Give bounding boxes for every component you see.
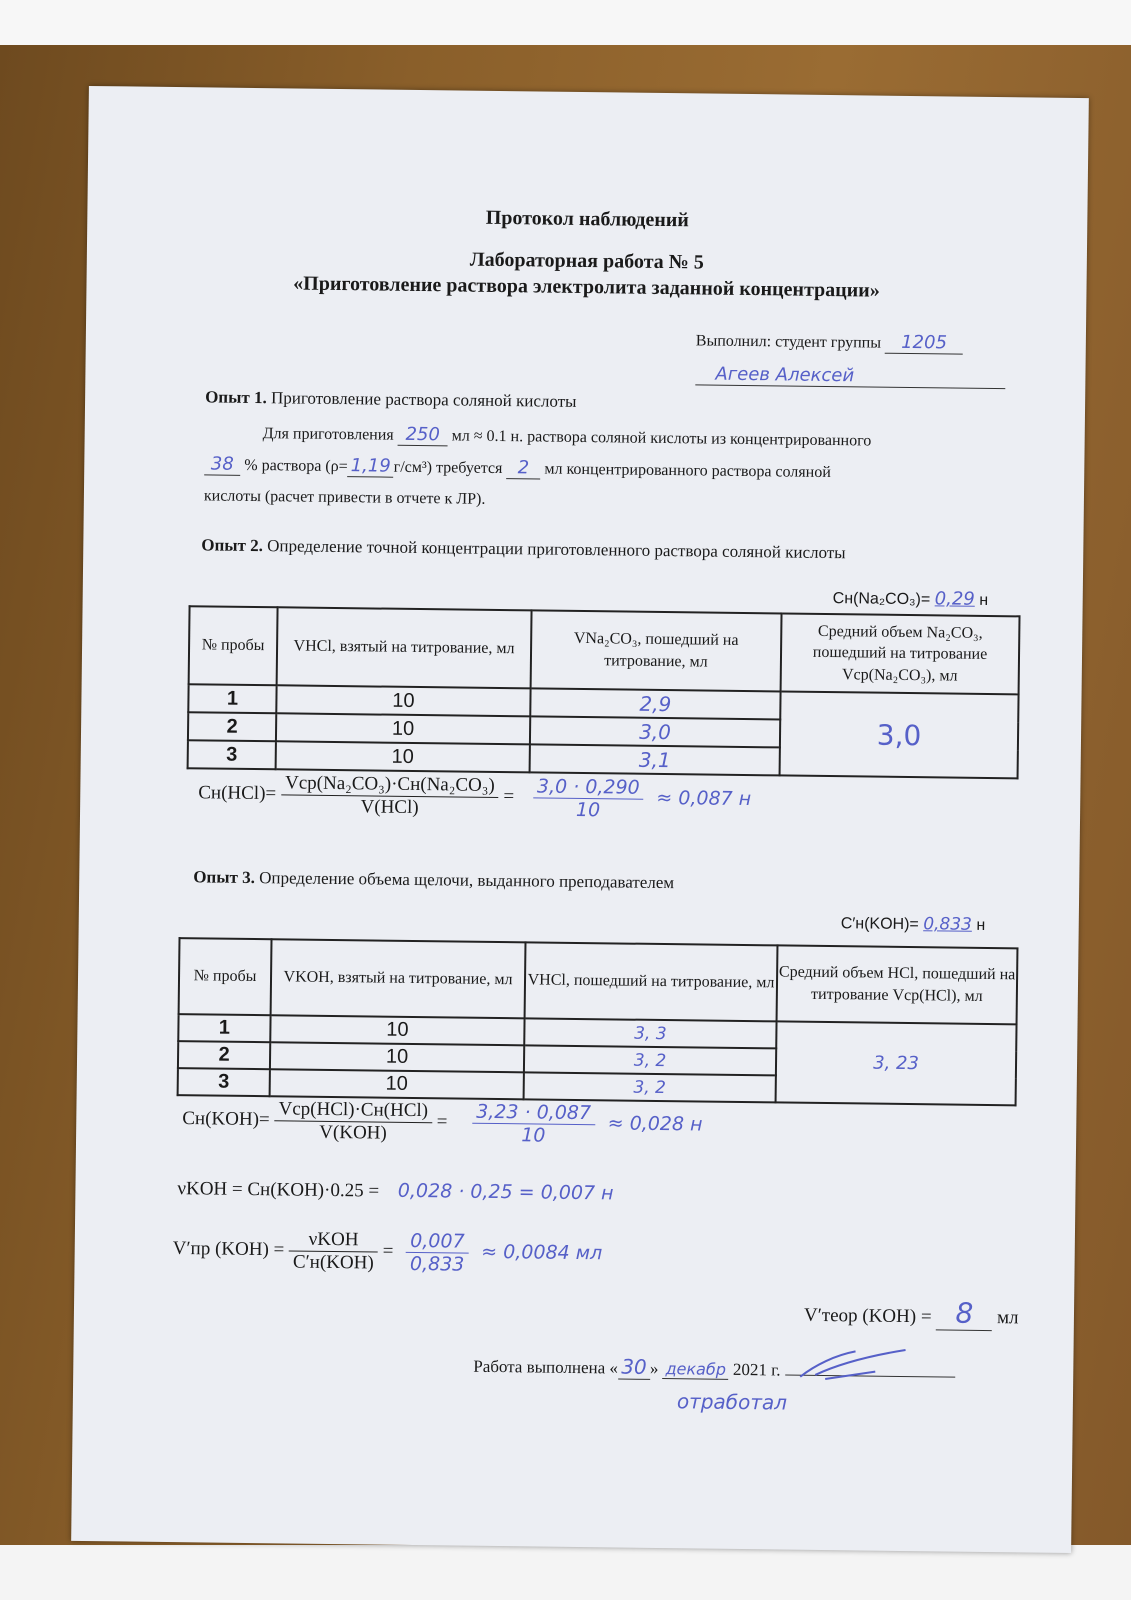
required-field: 2 — [506, 457, 540, 479]
vpr-koh-result: ≈ 0,0084 мл — [481, 1240, 603, 1265]
exp1-line1: Для приготовления 250 мл ≈ 0.1 н. раствора соляной кислоты из концентрированного — [262, 423, 872, 450]
student-name-line — [695, 363, 1005, 389]
student-group-line — [696, 329, 963, 354]
exp3-table — [177, 937, 1019, 1106]
table-row: 3 10 3, 2 — [178, 1068, 1016, 1105]
student-name: Агеев Алексей — [695, 363, 1005, 389]
month-field: декабр — [663, 1359, 729, 1380]
table-row: 2 10 3, 2 — [178, 1041, 1016, 1078]
exp2-table — [187, 605, 1021, 779]
table-row: 2 10 3,0 — [188, 712, 1018, 750]
formula-nu-koh: νKOH = Cн(KOH)·0.25 = 0,028 · 0,25 = 0,007 н — [177, 1178, 614, 1205]
density-field: 1,19 — [348, 455, 394, 478]
koh-conc-value: 0,833 — [923, 914, 973, 935]
top-margin — [0, 0, 1131, 45]
handwritten-note: отработал — [676, 1389, 788, 1415]
na2co3-conc-value: 0,29 — [934, 588, 975, 610]
group-field: 1205 — [885, 332, 963, 355]
formula-ckoh: Cн(KOH)= $\frac{\text{Vср(HCl)·Cн(HCl)}}{\text{V(KOH)}}$ = $\frac{3,23 \cdot 0,087}{10}$ ≈ 0,028 н — [182, 1098, 703, 1147]
col-header-vhcl: VHCl, пошедший на титрование, мл — [525, 942, 778, 1021]
formula-vpr-koh: V′пр (KOH) = $\frac{\text{νKOH}}{\text{C′н(KOH)}}$ = $\frac{0,007}{0,833}$ ≈ 0,0084 мл — [172, 1228, 603, 1276]
col-header-avg: Средний объем Na₂CO₃, пошедший на титрование Vср(Na₂CO₃), мл — [781, 613, 1020, 694]
table-header-row — [179, 938, 1018, 1024]
table-header-row — [189, 606, 1020, 694]
lab-number: Лабораторная работа № 5 — [469, 248, 704, 274]
col-header-vkoh: VKOH, взятый на титрование, мл — [271, 939, 526, 1018]
lab-topic: «Приготовление раствора электролита заданной концентрации» — [293, 272, 880, 302]
col-header-vhcl: VHCl, взятый на титрование, мл — [277, 607, 532, 688]
koh-conc: C′н(KOH)= 0,833 н — [840, 914, 986, 935]
protocol-sheet — [71, 86, 1089, 1553]
ckoh-result: ≈ 0,028 н — [607, 1112, 703, 1136]
completion-line: Работа выполнена « 30 » декабр 2021 г. — [473, 1353, 955, 1384]
table-row: 3 10 3,1 — [188, 740, 1018, 778]
signature-icon — [795, 1345, 915, 1386]
exp1-line2: 38 % раствора (ρ= 1,19 г/см³) требуется 2 мл концентрированного раствора соляной — [204, 453, 1004, 485]
col-header-sample: № пробы — [179, 938, 272, 1015]
exp1-heading: Опыт 1. Приготовление раствора соляной кислоты — [205, 387, 577, 411]
col-header-sample: № пробы — [189, 606, 278, 685]
table-row: 1 10 2,9 3,0 — [188, 684, 1018, 722]
na2co3-conc: Cн(Na₂CO₃)= 0,29 н — [832, 588, 989, 610]
exp3-heading: Опыт 3. Определение объема щелочи, выданного преподавателем — [193, 867, 675, 893]
nu-koh-result: 0,028 · 0,25 = 0,007 н — [397, 1179, 614, 1205]
avg-value: 3, 23 — [776, 1021, 1017, 1105]
percent-field: 38 — [204, 453, 240, 475]
chcl-result: ≈ 0,087 н — [656, 786, 752, 810]
exp1-line3: кислоты (расчет привести в отчете к ЛР). — [203, 487, 486, 508]
avg-value: 3,0 — [780, 691, 1019, 778]
formula-chcl: Cн(HCl)= $\frac{\text{Vср(Na₂CO₃)·Cн(Na₂CO₃)}}{\text{V(HCl)}}$ = $\frac{3,0 \cdot 0,290}{10}$ ≈ 0,087 н — [198, 772, 752, 822]
col-header-avg: Средний объем HCl, пошедший на титрование Vср(HCl), мл — [777, 945, 1018, 1024]
bottom-margin — [0, 1545, 1131, 1600]
volume-field: 250 — [398, 424, 448, 447]
exp2-heading: Опыт 2. Определение точной концентрации приготовленного раствора соляной кислоты — [201, 535, 846, 563]
theor-value: 8 — [936, 1296, 992, 1331]
page-title: Протокол наблюдений — [485, 206, 690, 232]
day-field: 30 — [618, 1355, 650, 1380]
performed-label: Выполнил: студент группы — [695, 332, 882, 352]
col-header-vna2co3: VNa₂CO₃, пошедший на титрование, мл — [531, 610, 782, 691]
theor-volume: V′теор (KOH) = 8 мл — [803, 1296, 1019, 1330]
signature-line — [785, 1375, 955, 1378]
table-row: 1 10 3, 3 3, 23 — [178, 1014, 1016, 1051]
